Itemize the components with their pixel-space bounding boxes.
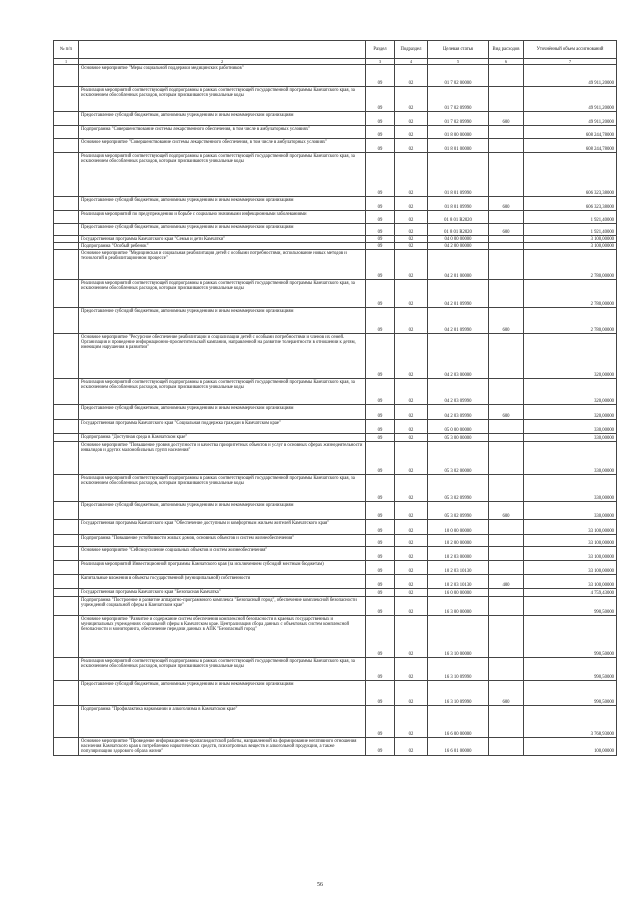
row-target-article: 01 8 01 09990 bbox=[428, 197, 489, 211]
table-row bbox=[54, 405, 617, 420]
row-expense-type bbox=[489, 616, 524, 658]
row-podrazdel: 02 bbox=[395, 420, 428, 434]
row-amount: 990,50000 bbox=[524, 658, 617, 681]
row-podrazdel: 02 bbox=[395, 280, 428, 308]
budget-table-sheet bbox=[53, 40, 616, 756]
row-podrazdel: 02 bbox=[395, 434, 428, 442]
row-expense-type bbox=[489, 535, 524, 547]
row-amount: 990,50000 bbox=[524, 616, 617, 658]
table-row bbox=[54, 597, 617, 616]
row-target-article: 01 7 02 09990 bbox=[428, 87, 489, 112]
row-expense-type bbox=[489, 65, 524, 87]
row-amount: 320,00000 bbox=[524, 334, 617, 379]
table-row bbox=[54, 126, 617, 139]
row-target-article: 05 3 02 00000 bbox=[428, 442, 489, 475]
table-row bbox=[54, 197, 617, 211]
row-name: Предоставление субсидий бюджетным, автономным учреждениям и иным некоммерческим организациям bbox=[79, 502, 366, 520]
row-expense-type bbox=[489, 379, 524, 405]
row-amount: 49 911,20000 bbox=[524, 87, 617, 112]
row-number bbox=[54, 153, 79, 197]
row-name: Капитальные вложения в объекты государственной (муниципальной) собственности bbox=[79, 575, 366, 589]
row-number bbox=[54, 420, 79, 434]
row-expense-type bbox=[489, 126, 524, 139]
row-name: Предоставление субсидий бюджетным, автономным учреждениям и иным некоммерческим организациям bbox=[79, 112, 366, 126]
row-number bbox=[54, 434, 79, 442]
row-podrazdel: 02 bbox=[395, 236, 428, 243]
row-podrazdel: 02 bbox=[395, 561, 428, 575]
row-razdel: 09 bbox=[366, 616, 395, 658]
row-name: Реализация мероприятий соответствующей подпрограммы в рамках соответствующей государственной программы Камчатского края, за исключением обособленных расходов, которым присваиваются уникальные коды bbox=[79, 280, 366, 308]
row-target-article: 05 3 00 00000 bbox=[428, 434, 489, 442]
row-number bbox=[54, 520, 79, 535]
row-target-article: 10 2 03 00000 bbox=[428, 547, 489, 561]
row-target-article: 10 2 00 00000 bbox=[428, 535, 489, 547]
table-row bbox=[54, 561, 617, 575]
row-amount: 608 244,78000 bbox=[524, 126, 617, 139]
row-name: Подпрограмма "Особый ребенок" bbox=[79, 243, 366, 250]
table-row bbox=[54, 243, 617, 250]
row-razdel: 09 bbox=[366, 434, 395, 442]
row-amount: 990,50000 bbox=[524, 681, 617, 706]
row-target-article: 16 3 10 00000 bbox=[428, 616, 489, 658]
header-num: № п/п bbox=[54, 41, 79, 59]
column-index: 3 bbox=[366, 59, 395, 65]
row-amount: 330,00000 bbox=[524, 434, 617, 442]
row-amount: 33 100,00000 bbox=[524, 575, 617, 589]
row-razdel: 09 bbox=[366, 250, 395, 280]
row-razdel: 09 bbox=[366, 575, 395, 589]
row-razdel: 09 bbox=[366, 502, 395, 520]
row-amount: 1 921,40000 bbox=[524, 224, 617, 236]
row-podrazdel: 02 bbox=[395, 442, 428, 475]
row-number bbox=[54, 250, 79, 280]
row-expense-type bbox=[489, 211, 524, 224]
row-target-article: 01 8 01 00000 bbox=[428, 139, 489, 153]
table-row bbox=[54, 139, 617, 153]
row-podrazdel: 02 bbox=[395, 379, 428, 405]
row-podrazdel: 02 bbox=[395, 616, 428, 658]
row-podrazdel: 02 bbox=[395, 475, 428, 502]
row-amount: 330,00000 bbox=[524, 502, 617, 520]
row-target-article: 01 8 00 00000 bbox=[428, 126, 489, 139]
row-razdel: 09 bbox=[366, 442, 395, 475]
row-podrazdel: 02 bbox=[395, 250, 428, 280]
table-row bbox=[54, 224, 617, 236]
row-razdel: 09 bbox=[366, 597, 395, 616]
row-name: Подпрограмма "Доступная среда в Камчатском крае" bbox=[79, 434, 366, 442]
row-target-article: 16 6 01 00000 bbox=[428, 738, 489, 756]
row-razdel: 09 bbox=[366, 87, 395, 112]
row-number bbox=[54, 334, 79, 379]
row-razdel: 09 bbox=[366, 547, 395, 561]
row-target-article: 16 3 10 09990 bbox=[428, 658, 489, 681]
row-target-article: 04 2 01 09990 bbox=[428, 308, 489, 334]
row-podrazdel: 02 bbox=[395, 547, 428, 561]
table-row bbox=[54, 706, 617, 738]
row-amount: 320,00000 bbox=[524, 405, 617, 420]
row-expense-type bbox=[489, 561, 524, 575]
row-expense-type: 600 bbox=[489, 224, 524, 236]
row-podrazdel: 02 bbox=[395, 211, 428, 224]
table-row bbox=[54, 308, 617, 334]
row-number bbox=[54, 379, 79, 405]
row-name: Подпрограмма "Профилактика наркомании и алкоголизма в Камчатском крае" bbox=[79, 706, 366, 738]
table-row bbox=[54, 250, 617, 280]
page-number: 56 bbox=[317, 882, 323, 888]
row-amount: 606 323,38000 bbox=[524, 197, 617, 211]
row-expense-type bbox=[489, 434, 524, 442]
row-number bbox=[54, 308, 79, 334]
row-razdel: 09 bbox=[366, 405, 395, 420]
table-row bbox=[54, 738, 617, 756]
table-row bbox=[54, 153, 617, 197]
row-name: Реализация мероприятий соответствующей подпрограммы в рамках соответствующей государственной программы Камчатского края, за исключением обособленных расходов, которым присваиваются уникальные коды bbox=[79, 153, 366, 197]
row-razdel: 09 bbox=[366, 561, 395, 575]
row-amount: 330,00000 bbox=[524, 442, 617, 475]
row-amount: 1 921,40000 bbox=[524, 211, 617, 224]
row-name: Подпрограмма "Повышение устойчивости жилых домов, основных объектов и систем жизнеобеспечения" bbox=[79, 535, 366, 547]
row-razdel: 09 bbox=[366, 658, 395, 681]
row-name: Реализация мероприятий соответствующей подпрограммы в рамках соответствующей государственной программы Камчатского края, за исключением обособленных расходов, которым присваиваются уникальные коды bbox=[79, 87, 366, 112]
row-number bbox=[54, 65, 79, 87]
row-podrazdel: 02 bbox=[395, 405, 428, 420]
row-podrazdel: 02 bbox=[395, 520, 428, 535]
row-razdel: 09 bbox=[366, 65, 395, 87]
row-name: Реализация мероприятий соответствующей подпрограммы в рамках соответствующей государственной программы Камчатского края, за исключением обособленных расходов, которым присваиваются уникальные коды bbox=[79, 475, 366, 502]
row-name: Предоставление субсидий бюджетным, автономным учреждениям и иным некоммерческим организациям bbox=[79, 224, 366, 236]
row-razdel: 09 bbox=[366, 379, 395, 405]
row-expense-type bbox=[489, 658, 524, 681]
table-row bbox=[54, 211, 617, 224]
column-index: 2 bbox=[79, 59, 366, 65]
row-razdel: 09 bbox=[366, 706, 395, 738]
row-number bbox=[54, 561, 79, 575]
row-podrazdel: 02 bbox=[395, 126, 428, 139]
row-razdel: 09 bbox=[366, 308, 395, 334]
row-target-article: 05 0 00 00000 bbox=[428, 420, 489, 434]
row-podrazdel: 02 bbox=[395, 87, 428, 112]
row-target-article: 01 7 02 00000 bbox=[428, 65, 489, 87]
table-row bbox=[54, 589, 617, 597]
table-row bbox=[54, 236, 617, 243]
row-podrazdel: 02 bbox=[395, 681, 428, 706]
row-razdel: 09 bbox=[366, 236, 395, 243]
row-podrazdel: 02 bbox=[395, 658, 428, 681]
row-amount: 2 780,00000 bbox=[524, 280, 617, 308]
row-target-article: 10 0 00 00000 bbox=[428, 520, 489, 535]
row-razdel: 09 bbox=[366, 475, 395, 502]
header-podrazdel: Подраздел bbox=[395, 41, 428, 59]
row-target-article: 04 2 03 00000 bbox=[428, 334, 489, 379]
row-name: Государственная программа Камчатского края "Социальная поддержка граждан в Камчатском крае" bbox=[79, 420, 366, 434]
row-name: Основное мероприятие "Развитие и содержание систем обеспечения комплексной безопасности в краевых государственных и муниципальных учреждениях социальной сферы в Камчатском крае. Централизация сбора данных с объектовых систем комплексной безопасности и мониторинга, обеспечение передачи данных в АПК "Безопасный город" bbox=[79, 616, 366, 658]
row-amount: 2 780,00000 bbox=[524, 308, 617, 334]
row-target-article: 04 2 01 00000 bbox=[428, 250, 489, 280]
row-expense-type: 400 bbox=[489, 575, 524, 589]
row-amount: 100,00000 bbox=[524, 738, 617, 756]
row-target-article: 01 8 01 09990 bbox=[428, 153, 489, 197]
row-expense-type: 600 bbox=[489, 502, 524, 520]
row-number bbox=[54, 597, 79, 616]
row-target-article: 04 2 01 09990 bbox=[428, 280, 489, 308]
row-number bbox=[54, 236, 79, 243]
row-name: Реализация мероприятий соответствующей подпрограммы в рамках соответствующей государственной программы Камчатского края, за исключением обособленных расходов, которым присваиваются уникальные коды bbox=[79, 658, 366, 681]
row-number bbox=[54, 197, 79, 211]
row-number bbox=[54, 224, 79, 236]
row-name: Подпрограмма "Совершенствование системы лекарственного обеспечения, в том числе в амбулаторных условиях" bbox=[79, 126, 366, 139]
row-number bbox=[54, 211, 79, 224]
row-number bbox=[54, 139, 79, 153]
row-name: Реализация мероприятий соответствующей подпрограммы в рамках соответствующей государственной программы Камчатского края, за исключением обособленных расходов, которым присваиваются уникальные коды bbox=[79, 379, 366, 405]
row-target-article: 05 3 02 09990 bbox=[428, 475, 489, 502]
row-razdel: 09 bbox=[366, 197, 395, 211]
row-expense-type bbox=[489, 589, 524, 597]
table-row bbox=[54, 379, 617, 405]
row-number bbox=[54, 87, 79, 112]
row-name: Государственная программа Камчатского края "Семья и дети Камчатки" bbox=[79, 236, 366, 243]
row-target-article: 05 3 02 09990 bbox=[428, 502, 489, 520]
row-podrazdel: 02 bbox=[395, 243, 428, 250]
row-podrazdel: 02 bbox=[395, 139, 428, 153]
row-razdel: 09 bbox=[366, 126, 395, 139]
row-razdel: 09 bbox=[366, 280, 395, 308]
row-expense-type bbox=[489, 236, 524, 243]
row-amount: 49 911,20000 bbox=[524, 65, 617, 87]
row-expense-type bbox=[489, 475, 524, 502]
row-target-article: 16 0 00 00000 bbox=[428, 589, 489, 597]
row-target-article: 01 8 01 R2020 bbox=[428, 211, 489, 224]
row-expense-type bbox=[489, 706, 524, 738]
row-target-article: 16 3 10 09990 bbox=[428, 681, 489, 706]
row-name: Основное мероприятие "Медицинская и социальная реабилитация детей с особыми потребностями, использование новых методов и технологий в реабилитационном процессе" bbox=[79, 250, 366, 280]
row-number bbox=[54, 535, 79, 547]
row-expense-type bbox=[489, 153, 524, 197]
row-expense-type bbox=[489, 420, 524, 434]
row-expense-type bbox=[489, 280, 524, 308]
row-podrazdel: 02 bbox=[395, 575, 428, 589]
row-number bbox=[54, 475, 79, 502]
row-razdel: 09 bbox=[366, 224, 395, 236]
header-target-article: Целевая статья bbox=[428, 41, 489, 59]
row-number bbox=[54, 575, 79, 589]
row-razdel: 09 bbox=[366, 139, 395, 153]
row-razdel: 09 bbox=[366, 420, 395, 434]
table-row bbox=[54, 65, 617, 87]
row-number bbox=[54, 616, 79, 658]
row-number bbox=[54, 405, 79, 420]
row-expense-type bbox=[489, 738, 524, 756]
row-expense-type bbox=[489, 87, 524, 112]
row-number bbox=[54, 706, 79, 738]
row-target-article: 04 2 03 09990 bbox=[428, 379, 489, 405]
row-expense-type bbox=[489, 547, 524, 561]
row-number bbox=[54, 681, 79, 706]
row-number bbox=[54, 738, 79, 756]
header-expense-type: Вид расходов bbox=[489, 41, 524, 59]
row-number bbox=[54, 589, 79, 597]
row-podrazdel: 02 bbox=[395, 502, 428, 520]
row-name: Основное мероприятие "Повышение уровня доступности и качества приоритетных объектов и услуг в основных сферах жизнедеятельности инвалидов и других маломобильных групп населения" bbox=[79, 442, 366, 475]
row-razdel: 09 bbox=[366, 243, 395, 250]
row-amount: 2 780,00000 bbox=[524, 250, 617, 280]
row-podrazdel: 02 bbox=[395, 197, 428, 211]
row-target-article: 04 2 00 00000 bbox=[428, 243, 489, 250]
table-row bbox=[54, 658, 617, 681]
row-amount: 330,00000 bbox=[524, 475, 617, 502]
row-expense-type: 600 bbox=[489, 197, 524, 211]
row-amount: 33 100,00000 bbox=[524, 520, 617, 535]
table-row bbox=[54, 502, 617, 520]
header-razdel: Раздел bbox=[366, 41, 395, 59]
row-name: Реализация мероприятий по предупреждению и борьбе с социально значимыми инфекционными заболеваниями bbox=[79, 211, 366, 224]
row-name: Государственная программа Камчатского края "Безопасная Камчатка" bbox=[79, 589, 366, 597]
row-name: Основное мероприятие "Сейсмоусиление социальных объектов и систем жизнеобеспечения" bbox=[79, 547, 366, 561]
row-expense-type bbox=[489, 442, 524, 475]
budget-table bbox=[53, 40, 617, 756]
row-number bbox=[54, 126, 79, 139]
row-razdel: 09 bbox=[366, 535, 395, 547]
row-amount: 608 244,78000 bbox=[524, 139, 617, 153]
row-name: Предоставление субсидий бюджетным, автономным учреждениям и иным некоммерческим организациям bbox=[79, 681, 366, 706]
row-number bbox=[54, 502, 79, 520]
row-podrazdel: 02 bbox=[395, 112, 428, 126]
table-row bbox=[54, 520, 617, 535]
row-target-article: 04 2 03 09990 bbox=[428, 405, 489, 420]
row-podrazdel: 02 bbox=[395, 224, 428, 236]
row-target-article: 16 3 00 00000 bbox=[428, 597, 489, 616]
row-podrazdel: 02 bbox=[395, 334, 428, 379]
row-name: Основное мероприятие "Проведение информационно-пропагандистской работы, направленной на формирование негативного отношения населения Камчатского края к потреблению наркотических средств, психотропных веществ и алкогольной продукции, а также популяризацию здорового образа жизни" bbox=[79, 738, 366, 756]
row-name: Государственная программа Камчатского края "Обеспечение доступным и комфортным жильем жителей Камчатского края" bbox=[79, 520, 366, 535]
row-number bbox=[54, 547, 79, 561]
row-name: Основное мероприятие "Совершенствование системы лекарственного обеспечения, в том числе в амбулаторных условиях" bbox=[79, 139, 366, 153]
table-row bbox=[54, 575, 617, 589]
row-name: Основное мероприятие "Ресурсное обеспечение реабилитации и социализации детей с особыми потребностями и членов их семей. Организация и проведение информационно-просветительской кампании, направленной на развитие толерантности в отношении к детям, имеющим нарушения в развитии" bbox=[79, 334, 366, 379]
row-expense-type bbox=[489, 334, 524, 379]
row-name: Подпрограмма "Построение и развитие аппаратно-программного комплекса "Безопасный город", обеспечение комплексной безопасности учреждений социальной сферы в Камчатском крае" bbox=[79, 597, 366, 616]
row-target-article: 01 7 02 09990 bbox=[428, 112, 489, 126]
row-number bbox=[54, 243, 79, 250]
row-amount: 320,00000 bbox=[524, 379, 617, 405]
row-expense-type: 600 bbox=[489, 112, 524, 126]
column-index: 4 bbox=[395, 59, 428, 65]
row-razdel: 09 bbox=[366, 520, 395, 535]
row-podrazdel: 02 bbox=[395, 153, 428, 197]
row-expense-type: 600 bbox=[489, 681, 524, 706]
row-amount: 990,50000 bbox=[524, 597, 617, 616]
column-index: 7 bbox=[524, 59, 617, 65]
table-row bbox=[54, 475, 617, 502]
row-podrazdel: 02 bbox=[395, 589, 428, 597]
row-amount: 3 100,00000 bbox=[524, 236, 617, 243]
row-expense-type bbox=[489, 139, 524, 153]
row-target-article: 04 0 00 00000 bbox=[428, 236, 489, 243]
row-expense-type bbox=[489, 520, 524, 535]
table-row bbox=[54, 87, 617, 112]
column-index: 5 bbox=[428, 59, 489, 65]
row-expense-type: 600 bbox=[489, 308, 524, 334]
row-expense-type bbox=[489, 597, 524, 616]
table-row bbox=[54, 547, 617, 561]
row-podrazdel: 02 bbox=[395, 706, 428, 738]
row-razdel: 09 bbox=[366, 334, 395, 379]
row-razdel: 09 bbox=[366, 681, 395, 706]
row-expense-type bbox=[489, 250, 524, 280]
table-row bbox=[54, 420, 617, 434]
table-row bbox=[54, 112, 617, 126]
row-razdel: 09 bbox=[366, 589, 395, 597]
row-number bbox=[54, 442, 79, 475]
row-number bbox=[54, 280, 79, 308]
row-amount: 4 759,43000 bbox=[524, 589, 617, 597]
row-target-article: 01 8 01 R2020 bbox=[428, 224, 489, 236]
row-expense-type: 600 bbox=[489, 405, 524, 420]
row-amount: 606 323,38000 bbox=[524, 153, 617, 197]
header-amount: Уточнённый объем ассигнований bbox=[524, 41, 617, 59]
row-podrazdel: 02 bbox=[395, 65, 428, 87]
column-index: 6 bbox=[489, 59, 524, 65]
row-name: Реализация мероприятий Инвестиционной программы Камчатского края (за исключением субсидий местным бюджетам) bbox=[79, 561, 366, 575]
row-target-article: 16 6 00 00000 bbox=[428, 706, 489, 738]
table-row bbox=[54, 535, 617, 547]
row-expense-type bbox=[489, 243, 524, 250]
column-index: 1 bbox=[54, 59, 79, 65]
table-row bbox=[54, 681, 617, 706]
row-amount: 33 100,00000 bbox=[524, 535, 617, 547]
table-row bbox=[54, 442, 617, 475]
row-podrazdel: 02 bbox=[395, 535, 428, 547]
row-number bbox=[54, 658, 79, 681]
row-amount: 3 768,93000 bbox=[524, 706, 617, 738]
row-target-article: 10 2 03 10130 bbox=[428, 561, 489, 575]
header-name bbox=[79, 41, 366, 59]
row-razdel: 09 bbox=[366, 738, 395, 756]
table-row bbox=[54, 616, 617, 658]
row-amount: 330,00000 bbox=[524, 420, 617, 434]
table-body bbox=[54, 65, 617, 756]
row-podrazdel: 02 bbox=[395, 738, 428, 756]
row-name: Предоставление субсидий бюджетным, автономным учреждениям и иным некоммерческим организациям bbox=[79, 308, 366, 334]
row-podrazdel: 02 bbox=[395, 597, 428, 616]
row-target-article: 10 2 03 10130 bbox=[428, 575, 489, 589]
row-podrazdel: 02 bbox=[395, 308, 428, 334]
row-amount: 3 100,00000 bbox=[524, 243, 617, 250]
table-row bbox=[54, 334, 617, 379]
row-razdel: 09 bbox=[366, 153, 395, 197]
row-number bbox=[54, 112, 79, 126]
table-header-row bbox=[54, 41, 617, 59]
row-amount: 33 100,00000 bbox=[524, 561, 617, 575]
row-amount: 33 100,00000 bbox=[524, 547, 617, 561]
row-razdel: 09 bbox=[366, 112, 395, 126]
row-razdel: 09 bbox=[366, 211, 395, 224]
row-amount: 49 911,20000 bbox=[524, 112, 617, 126]
row-name: Основное мероприятие "Меры социальной поддержки медицинских работников" bbox=[79, 65, 366, 87]
table-row bbox=[54, 280, 617, 308]
row-name: Предоставление субсидий бюджетным, автономным учреждениям и иным некоммерческим организациям bbox=[79, 405, 366, 420]
table-row bbox=[54, 434, 617, 442]
row-name: Предоставление субсидий бюджетным, автономным учреждениям и иным некоммерческим организациям bbox=[79, 197, 366, 211]
